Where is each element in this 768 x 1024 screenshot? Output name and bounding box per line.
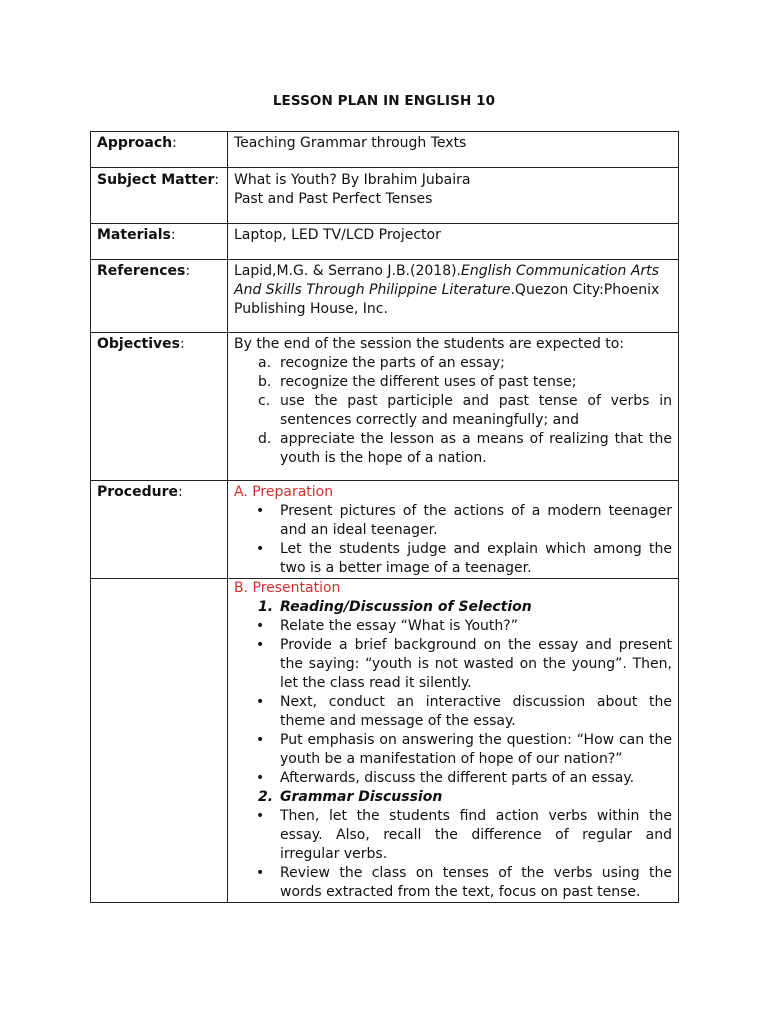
list-item: • Relate the essay “What is Youth?” [280, 617, 672, 636]
materials-label: Materials: [91, 224, 228, 260]
objectives-label: Objectives: [91, 333, 228, 481]
procedure-row [91, 481, 679, 579]
preparation-cell [228, 481, 679, 579]
list-item: • Next, conduct an interactive discussion about the theme and message of the essay. [280, 693, 672, 731]
subject-value [228, 168, 679, 224]
materials-value: Laptop, LED TV/LCD Projector [228, 224, 679, 260]
list-item: • Afterwards, discuss the different parts of an essay. [280, 769, 672, 788]
list-item: • Review the class on tenses of the verbs using the words extracted from the text, focus on past tense. [280, 864, 672, 902]
subheading-reading: 1. Reading/Discussion of Selection [258, 599, 532, 615]
lesson-plan-table [90, 131, 679, 903]
references-label: References: [91, 260, 228, 333]
references-publisher: .Quezon City:Phoenix Publishing House, Inc. [234, 282, 660, 317]
procedure-label: Procedure: [91, 481, 228, 579]
approach-label: Approach: [91, 132, 228, 168]
subheading-grammar: 2. Grammar Discussion [258, 789, 443, 805]
list-item: • Put emphasis on answering the question: “How can the youth be a manifestation of hope of our nation?” [280, 731, 672, 769]
subject-line-2: Past and Past Perfect Tenses [234, 191, 433, 207]
materials-row [91, 224, 679, 260]
subject-line-1: What is Youth? By Ibrahim Jubaira [234, 172, 471, 188]
subject-row [91, 168, 679, 224]
list-item: • Then, let the students find action verbs within the essay. Also, recall the difference of regular and irregular verbs. [280, 807, 672, 864]
approach-value: Teaching Grammar through Texts [228, 132, 679, 168]
objective-item: d. appreciate the lesson as a means of realizing that the youth is the hope of a nation. [258, 431, 672, 466]
page-title: LESSON PLAN IN ENGLISH 10 [272, 93, 496, 109]
subject-label: Subject Matter: [91, 168, 228, 224]
objectives-intro: By the end of the session the students are expected to: [234, 336, 625, 352]
references-value [228, 260, 679, 333]
preparation-list [234, 502, 672, 578]
references-authors: Lapid,M.G. & Serrano J.B.(2018). [234, 263, 462, 279]
objective-item: c. use the past participle and past tense of verbs in sentences correctly and meaningfully; and [258, 393, 672, 428]
approach-row [91, 132, 679, 168]
presentation-cell [228, 579, 679, 903]
list-item: • Provide a brief background on the essay and present the saying: “youth is not wasted on the young”. Then, let the class read it silently. [280, 636, 672, 693]
objectives-row [91, 333, 679, 481]
objective-item: b. recognize the different uses of past tense; [258, 374, 577, 390]
objectives-list [234, 354, 672, 468]
presentation-label-empty [91, 579, 228, 903]
list-item: • Let the students judge and explain which among the two is a better image of a teenager. [280, 540, 672, 578]
list-item: • Present pictures of the actions of a modern teenager and an ideal teenager. [280, 502, 672, 540]
references-row [91, 260, 679, 333]
presentation-row [91, 579, 679, 903]
references-book-title: English Communication Arts And Skills Through Philippine Literature [234, 263, 659, 298]
presentation-heading: B. Presentation [234, 580, 341, 596]
reading-list [234, 617, 672, 788]
objectives-value [228, 333, 679, 481]
grammar-list [234, 807, 672, 902]
objective-item: a. recognize the parts of an essay; [258, 355, 505, 371]
preparation-heading: A. Preparation [234, 484, 334, 500]
